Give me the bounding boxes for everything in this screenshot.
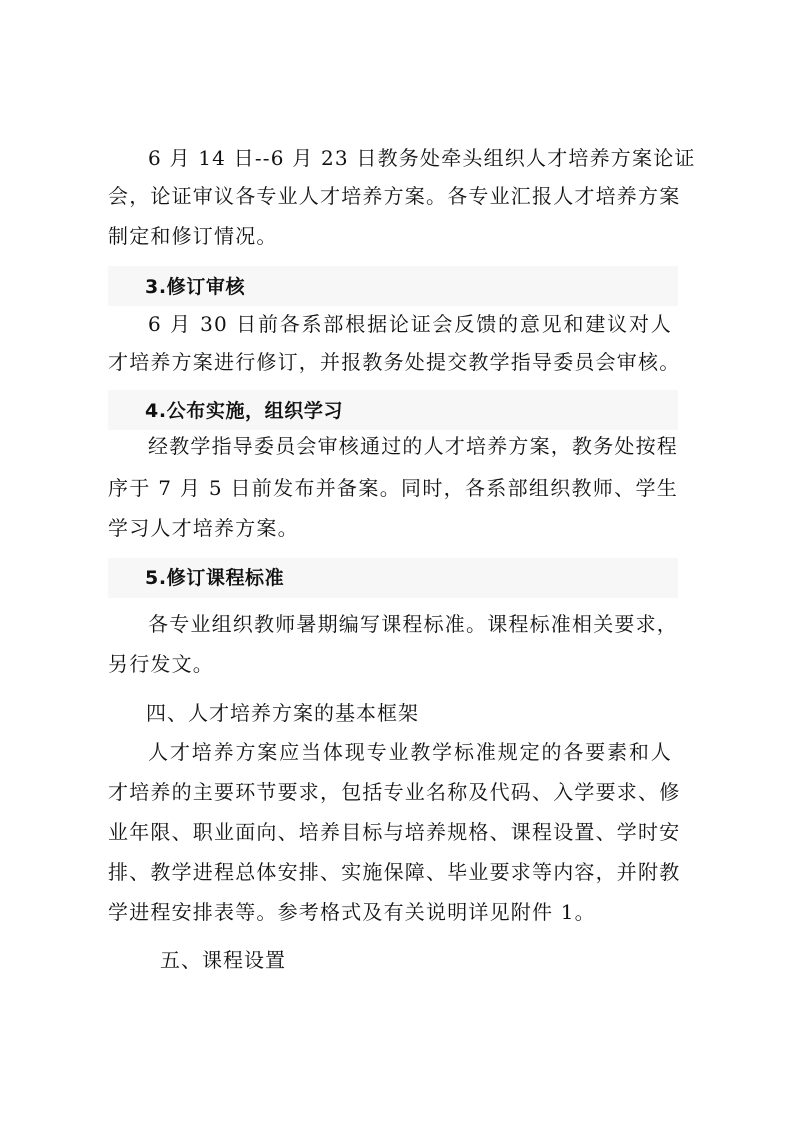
paragraph-line: 人才培养方案应当体现专业教学标准规定的各要素和人 — [148, 740, 672, 764]
section-title-framework: 四、人才培养方案的基本框架 — [146, 701, 419, 725]
paragraph-line: 另行发文。 — [108, 652, 214, 676]
paragraph-line: 制定和修订情况。 — [108, 224, 278, 248]
paragraph-line: 经教学指导委员会审核通过的人才培养方案，教务处按程 — [148, 434, 678, 458]
paragraph-line: 学进程安排表等。参考格式及有关说明详见附件 1。 — [108, 900, 596, 924]
paragraph-line: 6 月 30 日前各系部根据论证会反馈的意见和建议对人 — [148, 312, 672, 336]
paragraph-line: 排、教学进程总体安排、实施保障、毕业要求等内容，并附教 — [108, 860, 681, 884]
paragraph-line: 才培养的主要环节要求，包括专业名称及代码、入学要求、修 — [108, 780, 681, 804]
subheading-revision-review: 3.修订审核 — [145, 276, 246, 298]
paragraph-line: 各专业组织教师暑期编写课程标准。课程标准相关要求， — [148, 612, 678, 636]
paragraph-line: 6 月 14 日--6 月 23 日教务处牵头组织人才培养方案论证 — [148, 146, 696, 170]
subheading-course-standards: 5.修订课程标准 — [145, 567, 285, 589]
subheading-publish-implement: 4.公布实施，组织学习 — [145, 400, 344, 422]
paragraph-line: 序于 7 月 5 日前发布并备案。同时，各系部组织教师、学生 — [108, 476, 678, 500]
paragraph-line: 业年限、职业面向、培养目标与培养规格、课程设置、学时安 — [108, 820, 681, 844]
paragraph-line: 学习人才培养方案。 — [108, 516, 299, 540]
section-title-courses: 五、课程设置 — [160, 948, 286, 972]
paragraph-line: 会，论证审议各专业人才培养方案。各专业汇报人才培养方案 — [108, 184, 681, 208]
paragraph-line: 才培养方案进行修订，并报教务处提交教学指导委员会审核。 — [108, 350, 681, 374]
